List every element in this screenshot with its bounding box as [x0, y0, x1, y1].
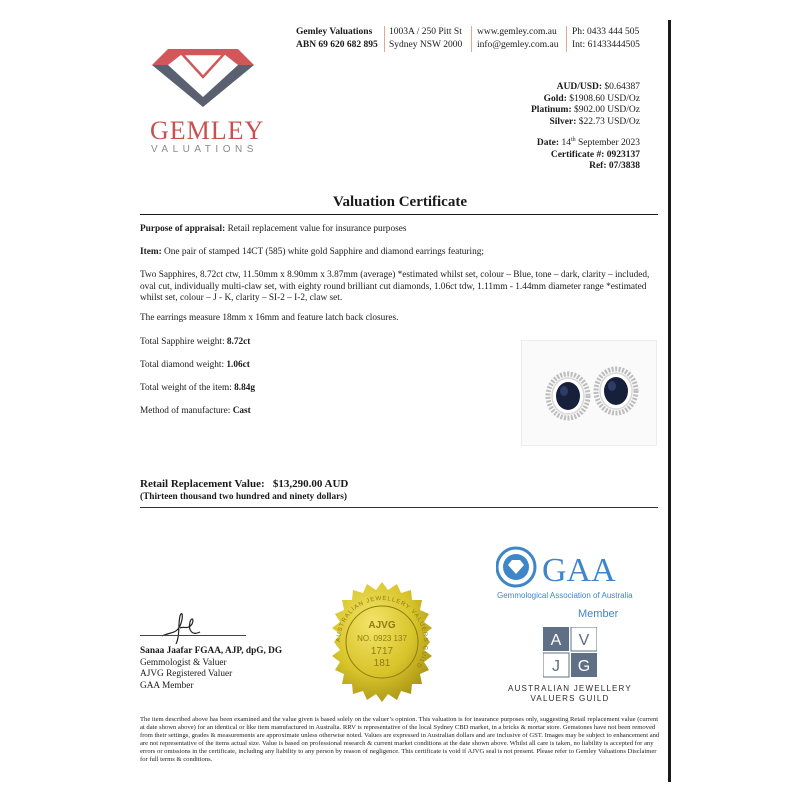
spec-row: [140, 337, 500, 349]
logo-subtitle: VALUATIONS: [151, 144, 258, 155]
seal-line3: 1717: [370, 646, 394, 657]
purpose-line: [140, 224, 660, 236]
retail-replacement-value: [140, 478, 348, 490]
earring-left: [548, 374, 588, 418]
rrv-amount-in-words: (Thirteen thousand two hundred and ninety dollars): [140, 492, 347, 502]
gold-label: Gold:: [543, 93, 567, 104]
address-line2: Sydney NSW 2000: [389, 40, 463, 50]
spec-row: [140, 383, 500, 395]
silver-value: $22.73 USD/Oz: [578, 116, 640, 127]
spec-value: 8.72ct: [226, 337, 251, 347]
aud-usd-label: AUD/USD:: [556, 82, 602, 92]
certificate-number: 0923137: [606, 149, 640, 160]
purpose-value: Retail replacement value for insurance purposes: [227, 224, 407, 234]
address-line1: 1003A / 250 Pitt St: [389, 27, 462, 37]
ajvg-logo: [543, 627, 597, 679]
spec-value: 1.06ct: [226, 360, 250, 370]
rrv-amount: $13,290.00 AUD: [272, 478, 349, 490]
item-label: Item:: [140, 247, 162, 257]
spec-row: [140, 360, 500, 372]
spec-label: Method of manufacture:: [140, 406, 231, 416]
header-address: [389, 26, 462, 52]
valuer-registration: AJVG Registered Valuer: [140, 669, 233, 679]
earrings-photo: [521, 340, 657, 446]
signature-line: [140, 635, 246, 636]
valuer-membership: GAA Member: [140, 680, 194, 691]
seal-ring-text: AUSTRALIAN JEWELLERY VALUERS GUILD: [335, 595, 429, 670]
gaa-wordmark: GAA: [542, 552, 616, 589]
gold-value: $1908.60 USD/Oz: [569, 93, 640, 104]
item-line: [140, 247, 660, 259]
website-link[interactable]: www.gemley.com.au: [477, 27, 557, 37]
header-web: [477, 26, 558, 52]
valuer-signature-icon: [158, 606, 206, 648]
date-month-year: September 2023: [577, 138, 640, 149]
valuer-role: Gemmologist & Valuer: [140, 657, 227, 668]
ajvg-gold-seal: [320, 580, 444, 704]
measure-line: The earrings measure 18mm x 16mm and feature latch back closures.: [140, 313, 399, 323]
ajvg-letter: J: [552, 658, 560, 675]
header-divider: [471, 26, 472, 52]
header-divider: [384, 26, 385, 52]
item-description: Two Sapphires, 8.72ct ctw, 11.50mm x 8.90mm x 3.87mm (average) *estimated whilst set, colour – Blue, tone – dark, clarity – included, oval cut, individually multi-claw set, with eighty round brilliant cut diamonds, 1.06ct tdw, 1.11mm - 1.44mm diameter range *estimated whilst set, colour – J - K, clarity – SI-2 – I-2, claw set.: [140, 270, 650, 303]
certificate-label: Certificate #:: [550, 149, 605, 160]
right-border-rule: [668, 20, 671, 782]
gaa-logo: [496, 545, 636, 589]
spec-value: 8.84g: [234, 383, 256, 393]
certificate-meta: [537, 135, 640, 173]
spec-row: [140, 406, 500, 418]
title-divider: [140, 214, 658, 215]
ajvg-letter: G: [577, 658, 591, 675]
earring-right: [596, 369, 636, 413]
gaa-full-name: Gemmological Association of Australia: [497, 591, 633, 600]
rrv-divider: [140, 507, 658, 508]
spec-label: Total Sapphire weight:: [140, 337, 225, 347]
purpose-label: Purpose of appraisal:: [140, 224, 226, 234]
company-name: Gemley Valuations: [296, 27, 373, 37]
ajvg-name: [508, 684, 632, 704]
ref-number: 07/3838: [608, 161, 640, 172]
phone-number: Ph: 0433 444 505: [572, 27, 640, 37]
item-value: One pair of stamped 14CT (585) white gold Sapphire and diamond earrings featuring;: [164, 247, 484, 257]
date-label: Date:: [536, 138, 560, 149]
rrv-label: Retail Replacement Value:: [140, 478, 265, 490]
disclaimer-text: The item described above has been examined and the value given is based solely on the valuer’s opinion. This valuation is for insurance purposes only, suggesting Retail replacement value (current at date shown above) for an identical or like item manufactured in Australia. RRV is representative of the local Sydney CBD market, in a bricks & mortar store. Gemstones have not been removed from their settings, grades & measurements are approximate unless otherwise noted. Values are expressed in Australian dollars and are inclusive of GST. Images may be subject to enhancement and are not representative of the items actual size. Value is based on professional research & current market conditions at the date shown above. Whilst all care is taken, no liability is accepted for any errors or omissions in the certificate, including any liability to any person by reason of negligence. This certificate is void if AJVG seal is not present. Please refer to Gemley Valuations Disclaimer for full terms & conditions.: [140, 716, 660, 763]
platinum-label: Platinum:: [531, 105, 572, 115]
ref-label: Ref:: [589, 161, 607, 172]
header-phone: [572, 26, 640, 52]
gaa-member-label: Member: [578, 608, 619, 620]
ajvg-name-line1: AUSTRALIAN JEWELLERY: [508, 684, 632, 693]
date-day: 14: [561, 138, 571, 149]
gemley-diamond-logo-icon: [140, 45, 276, 107]
page-title: Valuation Certificate: [332, 194, 467, 210]
spec-label: Total weight of the item:: [140, 383, 232, 393]
email-link[interactable]: info@gemley.com.au: [477, 40, 559, 50]
header-company: [296, 26, 378, 52]
ajvg-letter: V: [578, 632, 590, 649]
seal-line1: AJVG: [368, 620, 396, 631]
valuer-details: [140, 646, 282, 692]
seal-line2: NO. 0923 137: [357, 634, 407, 643]
seal-line4: 181: [373, 658, 391, 669]
ajvg-name-line2: VALUERS GUILD: [530, 694, 610, 703]
header-divider: [566, 26, 567, 52]
spec-label: Total diamond weight:: [140, 360, 225, 370]
logo-wordmark: GEMLEY: [150, 116, 265, 145]
platinum-value: $902.00 USD/Oz: [574, 105, 640, 115]
silver-label: Silver:: [549, 116, 577, 127]
spec-value: Cast: [232, 406, 251, 416]
metal-rates: [531, 82, 640, 128]
ajvg-letter: A: [550, 632, 562, 649]
intl-phone-number: Int: 61433444505: [572, 40, 640, 50]
aud-usd-value: $0.64387: [604, 82, 640, 92]
company-abn: ABN 69 620 682 895: [296, 40, 378, 50]
date-suffix: th: [570, 137, 576, 143]
valuer-name: Sanaa Jaafar FGAA, AJP, dpG, DG: [140, 646, 283, 656]
